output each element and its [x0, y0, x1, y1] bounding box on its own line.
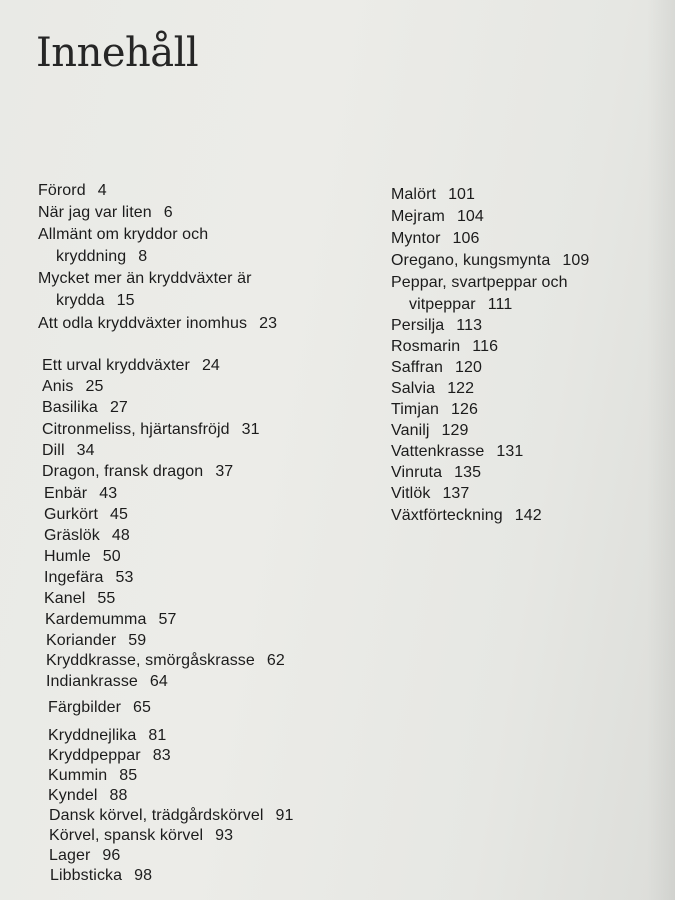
toc-entry[interactable]: [391, 272, 568, 293]
toc-entry-page: 37: [215, 463, 234, 480]
toc-entry[interactable]: [391, 315, 482, 336]
toc-entry-page: 88: [109, 787, 128, 804]
toc-entry-label: Saffran: [391, 359, 443, 376]
toc-entry-label: Kummin: [48, 767, 108, 784]
toc-entry[interactable]: [44, 567, 134, 588]
toc-entry-page: 23: [259, 315, 278, 332]
toc-entry-page: 116: [472, 338, 499, 355]
toc-entry-page: 113: [456, 317, 483, 334]
toc-entry[interactable]: [391, 505, 542, 526]
toc-entry[interactable]: [391, 399, 478, 420]
toc-entry-page: 55: [97, 590, 116, 607]
toc-entry[interactable]: [48, 697, 151, 718]
toc-entry-page: 4: [97, 182, 107, 199]
toc-entry-label: Kryddpeppar: [48, 747, 141, 764]
toc-entry-page: 135: [454, 464, 482, 481]
toc-entry-label: Basilika: [42, 399, 98, 416]
toc-entry-page: 106: [452, 230, 480, 247]
toc-entry[interactable]: [38, 224, 208, 245]
toc-entry-page: 6: [163, 204, 173, 221]
toc-entry-page: 137: [442, 485, 470, 502]
toc-entry-page: 104: [456, 208, 484, 225]
toc-entry-label: Kardemumma: [45, 611, 147, 628]
toc-entry-label: Kanel: [44, 590, 86, 607]
toc-entry-label: Vanilj: [391, 422, 430, 439]
toc-entry-page: 126: [451, 401, 479, 418]
toc-entry-continuation[interactable]: [56, 290, 135, 311]
toc-entry[interactable]: [391, 441, 523, 462]
toc-entry-label: Växtförteckning: [391, 507, 503, 524]
toc-entry[interactable]: [50, 865, 152, 886]
toc-entry-label: Mejram: [391, 208, 445, 225]
toc-entry[interactable]: [391, 420, 469, 441]
toc-entry-label: Peppar, svartpeppar och: [391, 274, 568, 291]
toc-entry-page: 83: [152, 747, 171, 764]
toc-entry-page: 53: [115, 569, 134, 586]
toc-entry-page: 85: [119, 767, 138, 784]
toc-entry-label: Kyndel: [48, 787, 98, 804]
toc-entry-label: Gurkört: [44, 506, 99, 523]
toc-entry[interactable]: [44, 525, 130, 546]
toc-entry-page: 25: [85, 378, 104, 395]
toc-entry-label: Lager: [49, 847, 91, 864]
toc-entry-page: 122: [447, 380, 475, 397]
toc-entry-label: Ingefära: [44, 569, 104, 586]
toc-entry-page: 81: [148, 727, 167, 744]
toc-entry-page: 15: [116, 292, 135, 309]
toc-entry-label: Timjan: [391, 401, 440, 418]
toc-entry-page: 142: [514, 507, 542, 524]
toc-entry-page: 59: [128, 632, 147, 649]
toc-entry-page: 62: [266, 652, 285, 669]
toc-entry-label: Förord: [38, 182, 86, 199]
toc-entry-label: Vattenkrasse: [391, 443, 485, 460]
toc-entry[interactable]: [44, 483, 117, 504]
toc-entry[interactable]: [48, 745, 171, 766]
toc-entry[interactable]: [38, 313, 277, 334]
toc-entry-label: Dragon, fransk dragon: [42, 463, 204, 480]
toc-entry[interactable]: [391, 483, 469, 504]
toc-entry-label: Anis: [42, 378, 74, 395]
toc-entry[interactable]: [49, 825, 233, 846]
toc-entry-label: Persilja: [391, 317, 445, 334]
toc-entry[interactable]: [42, 419, 260, 440]
toc-entry-page: 96: [102, 847, 121, 864]
toc-entry-label: När jag var liten: [38, 204, 152, 221]
toc-entry-label: Malört: [391, 186, 437, 203]
toc-entry-label: Dansk körvel, trädgårdskörvel: [49, 807, 264, 824]
toc-entry[interactable]: [38, 202, 173, 223]
toc-entry-label: Dill: [42, 442, 65, 459]
toc-entry-label: Körvel, spansk körvel: [49, 827, 204, 844]
toc-entry-page: 111: [487, 296, 513, 313]
toc-entry-label: Färgbilder: [48, 699, 122, 716]
toc-entry[interactable]: [44, 546, 121, 567]
toc-entry[interactable]: [46, 671, 168, 692]
toc-entry[interactable]: [45, 609, 176, 630]
toc-entry-page: 65: [133, 699, 152, 716]
toc-entry-page: 91: [275, 807, 294, 824]
toc-entry[interactable]: [48, 765, 137, 786]
toc-entry-label: Indiankrasse: [46, 673, 138, 690]
toc-entry-page: 24: [201, 357, 220, 374]
toc-entry[interactable]: [42, 376, 104, 397]
toc-entry-label: Kryddkrasse, smörgåskrasse: [46, 652, 255, 669]
toc-entry[interactable]: [42, 461, 233, 482]
toc-entry[interactable]: [46, 630, 146, 651]
toc-entry[interactable]: [391, 378, 474, 399]
toc-entry-label: kryddning: [56, 248, 127, 265]
toc-entry-page: 101: [448, 186, 476, 203]
toc-entry[interactable]: [391, 462, 481, 483]
toc-entry-label: Att odla kryddväxter inomhus: [38, 315, 248, 332]
toc-entry-label: Gräslök: [44, 527, 100, 544]
toc-entry[interactable]: [391, 357, 482, 378]
toc-entry-label: Humle: [44, 548, 91, 565]
toc-entry-page: 27: [109, 399, 128, 416]
toc-entry-page: 8: [138, 248, 148, 265]
toc-entry[interactable]: [391, 206, 484, 227]
toc-entry[interactable]: [44, 588, 115, 609]
toc-entry[interactable]: [42, 397, 128, 418]
toc-entry-page: 48: [111, 527, 130, 544]
toc-entry[interactable]: [391, 336, 498, 357]
toc-entry[interactable]: [44, 504, 128, 525]
toc-entry-label: Ett urval kryddväxter: [42, 357, 190, 374]
toc-entry-page: 45: [110, 506, 129, 523]
toc-entry[interactable]: [48, 725, 166, 746]
toc-entry-page: 57: [158, 611, 177, 628]
toc-entry-page: 31: [241, 421, 260, 438]
toc-entry-label: Rosmarin: [391, 338, 461, 355]
page-title: Innehåll: [36, 30, 199, 76]
toc-entry[interactable]: [42, 355, 220, 376]
toc-entry-label: Myntor: [391, 230, 441, 247]
toc-entry-page: 64: [149, 673, 168, 690]
toc-entry-page: 43: [99, 485, 118, 502]
toc-entry[interactable]: [391, 250, 589, 271]
toc-entry-continuation[interactable]: [409, 294, 512, 315]
toc-entry-label: Vinruta: [391, 464, 443, 481]
toc-entry[interactable]: [391, 184, 475, 205]
toc-entry-label: Citronmeliss, hjärtansfröjd: [42, 421, 230, 438]
toc-entry-label: vitpeppar: [409, 296, 476, 313]
toc-entry-page: 120: [455, 359, 482, 376]
toc-entry[interactable]: [48, 785, 128, 806]
toc-entry-label: Enbär: [44, 485, 88, 502]
toc-entry-label: krydda: [56, 292, 105, 309]
toc-entry-page: 129: [441, 422, 469, 439]
toc-entry-continuation[interactable]: [56, 246, 147, 267]
toc-entry[interactable]: [42, 440, 95, 461]
toc-entry-label: Libbsticka: [50, 867, 123, 884]
toc-entry[interactable]: [38, 268, 252, 289]
toc-entry-page: 50: [102, 548, 121, 565]
toc-entry-label: Koriander: [46, 632, 117, 649]
toc-entry[interactable]: [391, 228, 480, 249]
toc-entry-page: 34: [76, 442, 95, 459]
toc-entry-page: 109: [562, 252, 590, 269]
page-edge-shadow: [647, 0, 675, 900]
toc-entry-label: Vitlök: [391, 485, 431, 502]
toc-entry[interactable]: [49, 845, 120, 866]
toc-entry-label: Allmänt om kryddor och: [38, 226, 209, 243]
toc-entry-label: Salvia: [391, 380, 436, 397]
toc-entry-label: Mycket mer än kryddväxter är: [38, 270, 252, 287]
toc-entry-label: Oregano, kungsmynta: [391, 252, 551, 269]
toc-entry[interactable]: [46, 650, 285, 671]
toc-entry-label: Kryddnejlika: [48, 727, 137, 744]
toc-entry-page: 131: [496, 443, 524, 460]
toc-entry[interactable]: [49, 805, 294, 826]
toc-entry[interactable]: [38, 180, 107, 201]
toc-entry-page: 93: [215, 827, 234, 844]
toc-entry-page: 98: [134, 867, 153, 884]
